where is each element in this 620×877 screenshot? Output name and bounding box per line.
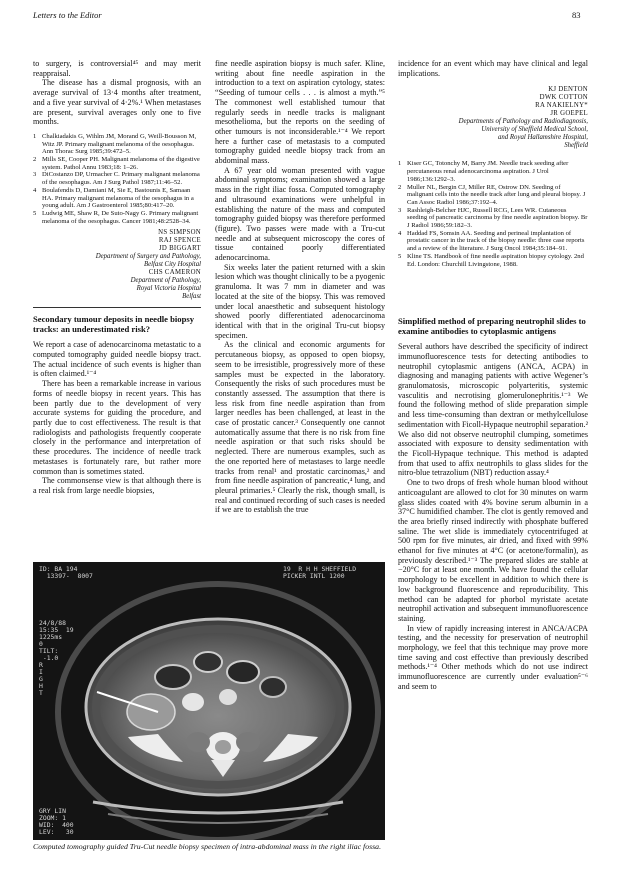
reference: 3 DiCostanzo DP, Urmacher C. Primary malignant melanoma of the oesophagus. Am J Surg Pathol 1987;11:46–52. <box>33 171 200 187</box>
section-title: Secondary tumour deposits in needle biopsy tracks: an underestimated risk? <box>33 314 194 335</box>
scan-id-overlay: ID: BA 194 13397- 8007 <box>39 565 93 580</box>
running-header-left: Letters to the Editor <box>33 10 102 20</box>
paragraph: There has been a remarkable increase in various forms of needle biopsy in recent years. This has been partly due to the development of very accurate systems for guiding the procedure, and partly due to cost effectiveness. The result is that radiologists and pathologists frequently cooperate closely in the performance and interpretation of these procedures. The incidence of needle track metastases is fortunately rare, but rather more common than is sometimes stated. <box>33 379 201 476</box>
paragraph: In view of rapidly increasing interest in ANCA/ACPA testing, and the necessity for preservation of neutrophil morphology, we feel that this technique may prove more time saving and cost effective than previously described methods.¹⁻⁴ Other methods which do not use indirect immunofluorescence are currently under evaluation⁵⁻⁶ and seem to <box>398 623 588 691</box>
paragraph: One to two drops of fresh whole human blood without anticoagulant are allowed to clot for 30 minutes on warm glass slides coated with 4% bovine serum albumin in a 37°C humidified chamber. The clot is gently removed and the area briefly rinsed indirectly with phosphate buffered saline. The wet slide is immediately cytocentrifuged at 500 rpm for five minutes, air dried, and fixed with 99% ethanol for five minutes at 4°C (or acetone/formalin), as previously described.¹⁻³ The prepared slides are stable at −20°C for at least one month. We have found the cellular morphology to be excellent in addition to which there is low background fluorescence and reproducibility. This method can be adapted for phorbol myristate acetate neutrophil activation and subsequent immunofluorescence staining. <box>398 478 588 623</box>
paragraph: The commonsense view is that although there is a real risk from large needle biopsies, <box>33 476 201 495</box>
author-name: DWK COTTON <box>539 94 588 102</box>
section-title: Simplified method of preparing neutrophil slides to examine antibodies to cytoplasmic antigens <box>398 316 586 337</box>
reference: 4 Boulafendis D, Damiani M, Sie E, Bastounis E, Samaan HA. Primary malignant melanoma of the oesophagus in a young adult. Am J Gastroenterol 1985;80:417–20. <box>33 186 194 210</box>
section-divider <box>33 307 201 308</box>
affiliation: Belfast City Hospital <box>143 261 201 269</box>
reference-list <box>33 133 201 225</box>
ct-scan-image <box>33 562 385 840</box>
ct-scan-figure <box>33 562 385 840</box>
reference: 5 Kline TS. Handbook of fine needle aspiration biopsy cytology. 2nd Ed. London: Churchill Livingstone, 1988. <box>398 252 584 268</box>
paragraph: fine needle aspiration biopsy is much safer. Kline, writing about fine needle aspiration in the introduction to a text on aspiration cytology, states: “Seeding of tumour cells . . . is almost a myth.”⁵ The commonest well established tumour that regularly seeds in needle tracks is malignant mesothelioma, but the reports on the seeding of other tumours is not inconsiderable.¹⁻⁴ We report here a further case of metastasis to a computed tomography guided needle biopsy track from an abdominal mass. <box>215 59 385 166</box>
author-name: RA NAKIELNY* <box>535 102 588 110</box>
page-number: 83 <box>572 10 581 20</box>
reference: 2 Mills SE, Cooper PH. Malignant melanoma of the digestive system. Pathol Annu 1983;18: 1–26. <box>33 156 200 171</box>
column-3 <box>398 59 588 692</box>
affiliation: University of Sheffield Medical School, <box>481 126 588 134</box>
author-name: CHS CAMERON <box>148 269 201 277</box>
reference: 5 Ludwig ME, Shaw R, De Suto-Nagy G. Primary malignant melanoma of the oesophagus. Cancer 1981;48:2528–34. <box>33 209 199 225</box>
paragraph: Several authors have described the specificity of indirect immunofluorescence tests for detecting antibodies to neutrophil cytoplasmic antigens (ANCA, ACPA) in diagnosing and managing patients with active Wegener’s granulomatosis, microscopic polyarteritis, systemic vasculitis and necrotising glomerulonephritis.¹⁻³ We found the following method of slide preparation simple and less time-consuming than dextran or methylcellulose sedimentation with Ficoll-Hypaque neutrophil separation.² We also did not observe neutrophil clumping, sometimes associated with exposure to density sedimentation with the Ficoll-Hypaque technique. This method is adapted from that used to affix neutrophils to glass slides for the nitro-blue tetrazolium (NBT) reduction assay.⁴ <box>398 342 588 478</box>
affiliation: and Royal Hallamshire Hospital, <box>498 134 588 142</box>
reference: 3 Rashleigh-Belcher HJC, Russell RCG, Lees WR. Cutaneous seeding of pancreatic carcinoma by fine needle aspiration biopsy. Br J Radiol 1986;59:182–3. <box>398 206 588 230</box>
author-name: KJ DENTON <box>548 86 588 94</box>
paragraph: A 67 year old woman presented with vague abdominal symptoms; examination showed a large mass in the right iliac fossa. Computed tomography and ultrasound examinations were unhelpful in establishing the nature of the mass and computed tomography guided biopsy was therefore performed (figure). Two passes were made with a Tru-cut needle and at subsequent microscopy the cores of tissue contained poorly differentiated adenocarcinoma. <box>215 165 385 263</box>
author-name: RAJ SPENCE <box>158 237 201 245</box>
institution-overlay: 19 R H H SHEFFIELD PICKER INTL 1200 <box>283 565 357 580</box>
paragraph: We report a case of adenocarcinoma metastatic to a computed tomography guided needle biopsy tract. The actual incidence of such events is higher than is often claimed.¹⁻⁴ <box>33 340 201 379</box>
column-2 <box>215 59 385 515</box>
affiliation: Royal Victoria Hospital <box>136 285 201 293</box>
reference: 1 Chalkiadakis G, Wihlm JM, Morand G, Weill-Bousson M, Witz JP. Primary malignant melanoma of the oesophagus. Ann Thorac Surg 1985;39:472–5. <box>33 132 197 156</box>
paragraph: Six weeks later the patient returned with a skin lesion which was thought clinically to be a pyogenic granuloma. It was 7 mm in diameter and was located at the site of the biopsy. This was removed under local anaesthetic and subsequent histology showed poorly differentiated adenocarcinoma identical with that in the original Tru-cut biopsy specimen. <box>215 262 385 340</box>
reference: 2 Muller NL, Bergin CJ, Miller RE, Ostrow DN. Seeding of malignant cells into the needle track after lung and pleural biopsy. J Can Assoc Radiol 1986;37:192–4. <box>398 183 586 206</box>
reference-list <box>398 160 588 268</box>
window-settings-overlay: GRY LIN ZOOM: 1 WID: 400 LEV: 30 <box>39 807 74 836</box>
author-block <box>33 229 201 301</box>
column-1 <box>33 59 201 496</box>
affiliation: Department of Surgery and Pathology, <box>95 253 201 261</box>
affiliation: Departments of Pathology and Radiodiagnosis, <box>458 118 588 126</box>
figure-caption: Computed tomography guided Tru-Cut needle biopsy specimen of intra-abdominal mass in the right iliac fossa. <box>33 842 382 851</box>
author-name: JR GOEPEL <box>550 110 588 118</box>
affiliation: Department of Pathology, <box>130 277 201 285</box>
affiliation: Belfast <box>182 293 201 301</box>
paragraph: As the clinical and economic arguments for percutaneous biopsy, as opposed to open biopsy, seem to be irresistible, progressively more of these samples must be expected in the laboratory. Consequently the risks of such procedures must be constantly assessed. The assumption that there is less risk from fine needle aspiration than from larger needles has been challenged, at least in the case of prostatic cancer.³ Consequently one cannot automatically assume that there is no risk from fine needle aspiration or that such risks should be neglected. There are numerous examples, such as the one reported here of metastases to large needle tracks from renal¹ and prostatic carcinomas,² and from fine needle aspiration of pancreatic,⁴ lung, and pleural primaries.⁵ Clearly the risk, though small, is real and continued recording of such cases is needed if we are to establish the true <box>215 340 385 515</box>
paragraph: incidence for an event which may have clinical and legal implications. <box>398 59 588 78</box>
author-name: JD BIGGART <box>158 245 201 253</box>
affiliation: Sheffield <box>564 142 588 150</box>
reference: 4 Haddad FS, Somsin AA. Seeding and perineal implantation of prostatic cancer in the track of the biopsy needle: three case reports and a review of the literature. J Surg Oncol 1984;35:184–91. <box>398 229 585 253</box>
paragraph: to surgery, is controversial⁴⁵ and may merit reappraisal. <box>33 59 201 78</box>
paragraph: The disease has a dismal prognosis, with an average survival of 13·4 months after treatment, and a five year survival of 4·2%.¹ When metastases are present, survival averages only one to five months. <box>33 78 201 127</box>
scan-params-overlay: 24/8/88 15:35 19 1225ms 0 TILT: -1.0 R I G H T <box>39 619 74 697</box>
reference: 1 Kiser GC, Totonchy M, Barry JM. Needle track seeding after percutaneous renal adenocarcinoma aspiration. J Urol 1986;136:1292–3. <box>398 160 569 183</box>
author-block <box>398 86 588 150</box>
author-name: NS SIMPSON <box>158 229 201 237</box>
